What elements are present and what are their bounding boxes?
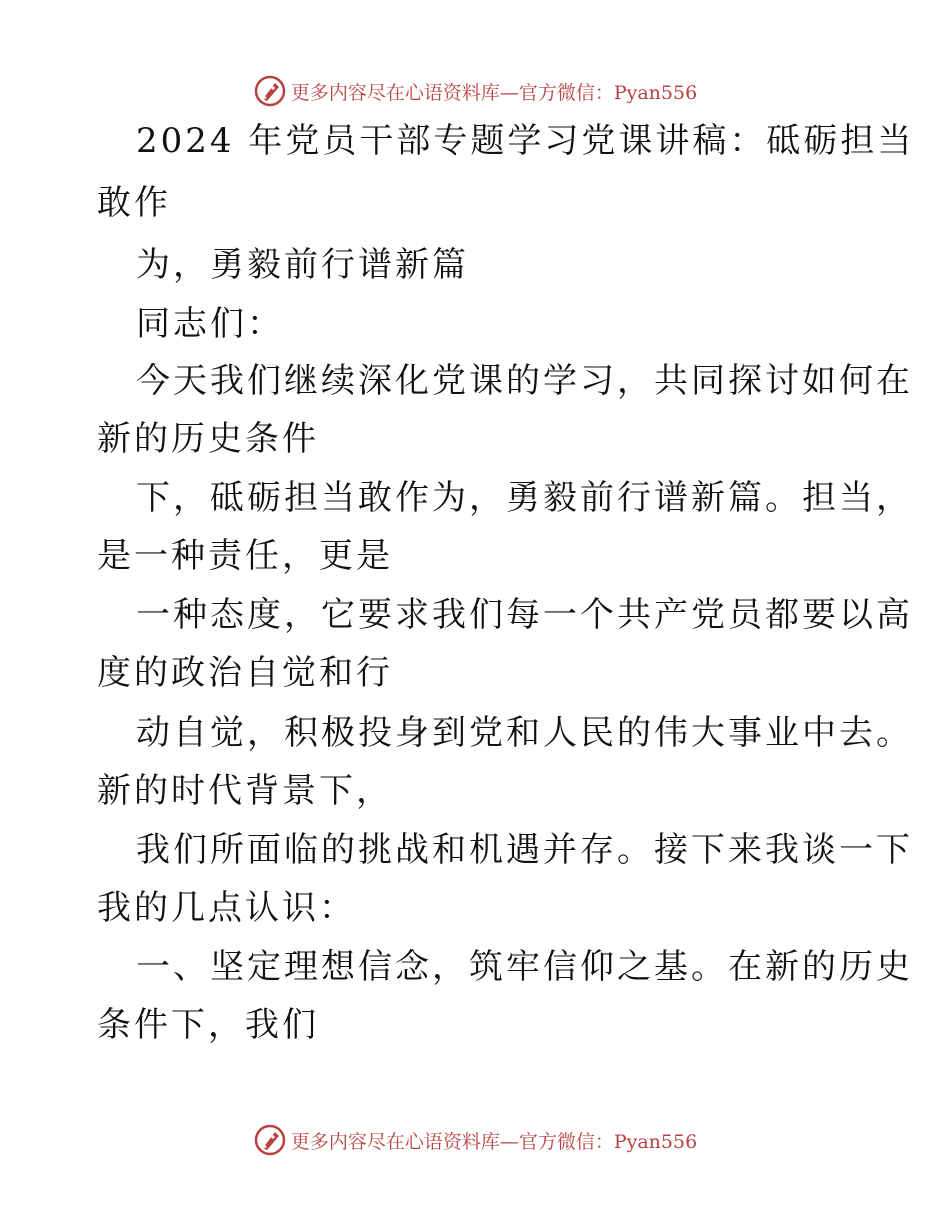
paragraph-line: 我们所面临的挑战和机遇并存。接下来我谈一下 (136, 830, 913, 870)
paragraph-line: 今天我们继续深化党课的学习，共同探讨如何在 (136, 361, 913, 401)
header-watermark-text: 更多内容尽在心语资料库—官方微信：Pyan556 (290, 81, 698, 104)
title-line-3: 为，勇毅前行谱新篇 (136, 245, 469, 285)
salutation: 同志们： (136, 304, 284, 344)
header-watermark (0, 71, 950, 111)
pen-nib-circle-icon (253, 74, 287, 108)
paragraph-line: 新的时代背景下， (97, 771, 393, 811)
section-heading-line: 一、坚定理想信念，筑牢信仰之基。在新的历史 (136, 947, 913, 987)
paragraph-line: 动自觉，积极投身到党和人民的伟大事业中去。 (136, 713, 913, 753)
paragraph-line: 是一种责任，更是 (97, 536, 393, 576)
title-line-2: 敢作 (97, 183, 171, 223)
title-line-1: 2024 年党员干部专题学习党课讲稿：砥砺担当 (136, 121, 915, 161)
paragraph-line: 新的历史条件 (97, 419, 319, 459)
paragraph-line: 一种态度，它要求我们每一个共产党员都要以高 (136, 595, 913, 635)
pen-nib-circle-icon (253, 1123, 287, 1157)
paragraph-line: 我的几点认识： (97, 888, 356, 928)
paragraph-line: 下，砥砺担当敢作为，勇毅前行谱新篇。担当， (136, 478, 913, 518)
paragraph-line: 度的政治自觉和行 (97, 653, 393, 693)
footer-watermark (0, 1120, 950, 1160)
section-heading-line: 条件下，我们 (97, 1005, 319, 1045)
footer-watermark-text: 更多内容尽在心语资料库—官方微信：Pyan556 (290, 1130, 698, 1153)
